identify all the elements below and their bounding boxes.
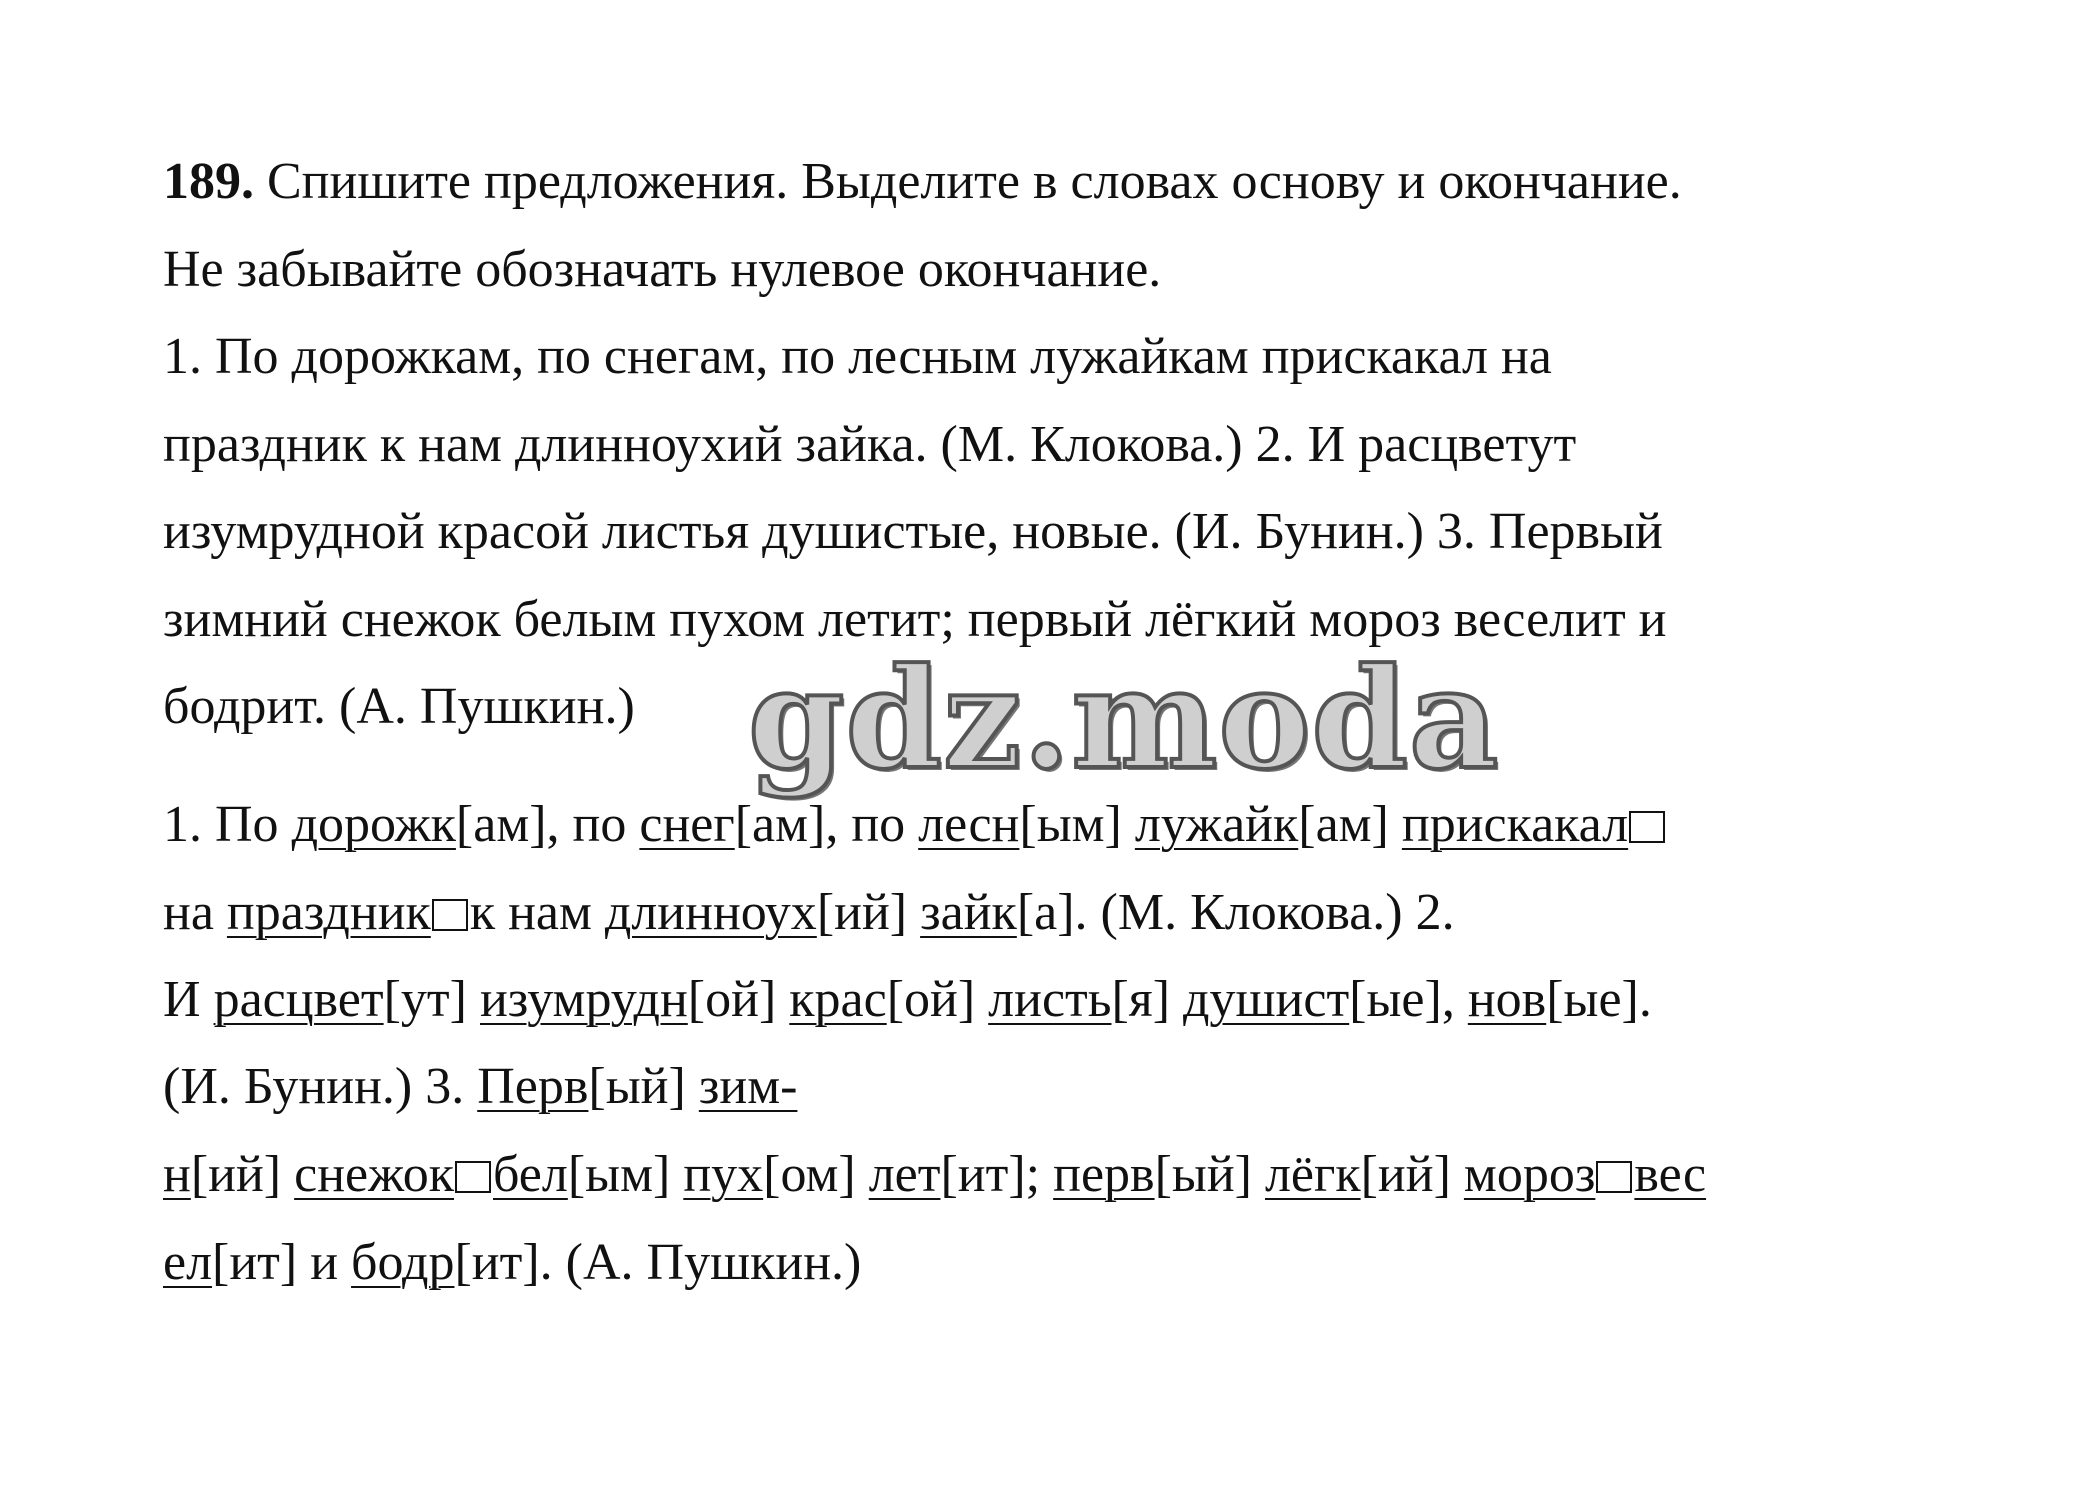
answer-line-3 [163,970,1652,1030]
text-fragment: И [163,971,214,1028]
text-fragment: [ий] [816,884,921,941]
text-fragment: [ам], по [734,796,919,853]
zero-ending-box [1596,1161,1632,1193]
stem: лесн [918,796,1020,853]
stem: вес [1634,1146,1707,1203]
zero-ending-box [432,899,468,931]
text-fragment: [ий] [1360,1146,1464,1203]
stem: лёгк [1264,1146,1361,1203]
text-fragment: [я] [1111,971,1184,1028]
stem: мороз [1463,1146,1596,1203]
stem: расцвет [213,971,384,1028]
text-fragment: [ут] [383,971,480,1028]
text-fragment: [ам] [1298,796,1402,853]
answer-line-2 [163,883,1455,943]
stem: бодр [351,1234,455,1291]
stem: нов [1467,971,1547,1028]
text-fragment: [ые]. [1546,971,1652,1028]
text-fragment: [а]. (М. Клокова.) 2. [1016,884,1455,941]
answer-line-4 [163,1057,797,1117]
stem: ел [163,1234,213,1291]
stem: изумрудн [479,971,688,1028]
text-fragment: [ом] [763,1146,869,1203]
instruction-line-1: Спишите предложения. Выделите в словах основу и окончание. [254,153,1682,210]
stem: длинноух [604,884,817,941]
stem: Перв [477,1058,589,1115]
text-line-3: изумрудной красой листья душистые, новые. (И. Бунин.) 3. Первый [163,503,1663,560]
text-line-4: зимний снежок белым пухом летит; первый лёгкий мороз веселит и [163,591,1667,648]
text-fragment: [ий] [190,1146,295,1203]
stem: перв [1053,1146,1155,1203]
text-fragment: [ым] [567,1146,684,1203]
stem: душист [1183,971,1350,1028]
stem: прискакал [1401,796,1629,853]
stem: зайк [920,884,1017,941]
answer-line-1 [163,795,1667,855]
stem: н [163,1146,191,1203]
text-line-5: бодрит. (А. Пушкин.) [163,678,635,735]
stem: пух [683,1146,764,1203]
zero-ending-box [455,1161,491,1193]
text-line-2: праздник к нам длинноухий зайка. (М. Клокова.) 2. И расцветут [163,416,1577,473]
text-fragment: [ой] [687,971,790,1028]
stem: бел [493,1146,568,1203]
text-fragment: (И. Бунин.) 3. [163,1058,478,1115]
text-fragment: [ый] [588,1058,699,1115]
answer-line-6 [163,1233,861,1293]
text-fragment: [ый] [1154,1146,1265,1203]
text-fragment: [ит]; [940,1146,1054,1203]
text-fragment: [ым] [1019,796,1135,853]
watermark-logo: gdz.moda [748,637,1500,800]
stem: лужайк [1134,796,1299,853]
stem: снежок [294,1146,455,1203]
zero-ending-box [1629,811,1665,843]
text-fragment: 1. По [163,796,292,853]
answer-line-5 [163,1145,1706,1205]
exercise-number: 189. [163,153,254,210]
exercise-heading [163,152,1682,212]
text-fragment: [ой] [886,971,989,1028]
text-fragment: [ые], [1349,971,1468,1028]
text-line-1: 1. По дорожкам, по снегам, по лесным лужайкам прискакал на [163,328,1552,385]
text-fragment: на [163,884,227,941]
stem: дорожк [291,796,456,853]
stem: праздник [226,884,431,941]
text-fragment: [ам], по [455,796,640,853]
stem: крас [789,971,887,1028]
stem: лет [868,1146,941,1203]
text-fragment: [ит]. (А. Пушкин.) [454,1234,862,1291]
text-fragment: к нам [469,884,605,941]
stem: зим- [698,1058,798,1115]
text-fragment: [ит] и [212,1234,352,1291]
stem: листь [988,971,1112,1028]
instruction-line-2: Не забывайте обозначать нулевое окончание. [163,241,1162,298]
stem: снег [639,796,735,853]
